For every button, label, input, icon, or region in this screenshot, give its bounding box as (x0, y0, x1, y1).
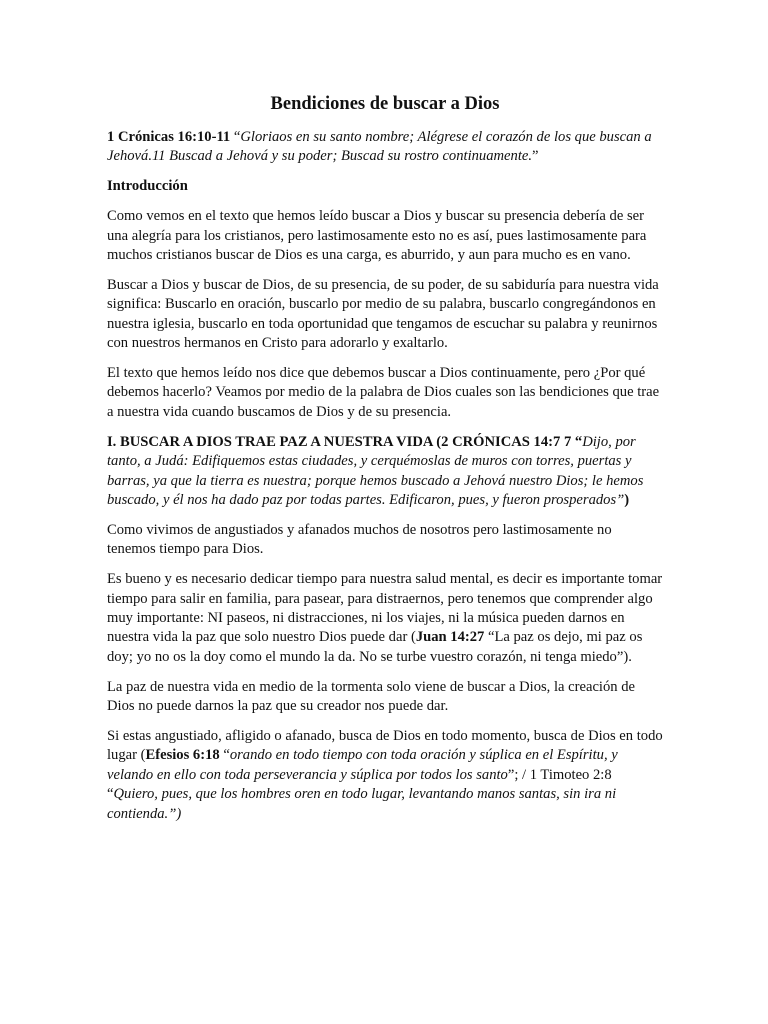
italic-text: ”) (168, 805, 182, 822)
text-run: Es bueno y es necesario dedicar tiempo para nuestra salud mental, es decir es importante tomar tiempo para salir en familia, para pasear, para distraernos, pero tenemos que comprender algo muy importante: NI paseos, ni distracciones, ni los viajes, ni la música pueden darnos en nuestra vida la paz que solo nuestro Dios puede dar ( (107, 571, 663, 646)
paragraph (107, 128, 663, 167)
text-run: “La paz os dejo, mi paz os doy; yo no os la doy como el mundo la da. No se turbe vuestro corazón, ni tenga miedo”). (107, 629, 643, 665)
paragraph (107, 570, 663, 667)
paragraph (107, 276, 663, 354)
italic-text: Dijo, por tanto, a Judá: Edifiquemos estas ciudades, y cerquémoslas de muros con torres, puertas y barras, ya que la tierra es nuestra; porque hemos buscado a Jehová nuestro Dios; le hemos buscado, y él nos ha dado paz por todas partes. Edificaron, pues, y fueron prosperados” (107, 433, 644, 508)
paragraph-container (107, 128, 663, 824)
document-body (107, 92, 663, 835)
paragraph (107, 678, 663, 717)
text-run: ” (532, 148, 539, 165)
bold-text: 1 Crónicas 16:10-11 (107, 129, 231, 145)
paragraph (107, 207, 663, 265)
text-run: Buscar a Dios y buscar de Dios, de su presencia, de su poder, de su sabiduría para nuestra vida significa: Buscarlo en oración, buscarlo por medio de su palabra, buscarlo congregándonos en nuestra iglesia, buscarlo en toda oportunidad que tengamos de escuchar su palabra y reunirnos con nuestros hermanos en Cristo para adorarlo y exaltarlo. (107, 276, 659, 352)
text-run: “ (230, 129, 241, 145)
document-title: Bendiciones de buscar a Dios (270, 94, 500, 114)
text-run: La paz de nuestra vida en medio de la tormenta solo viene de buscar a Dios, la creación de Dios no puede darnos la paz que su creador nos puede dar. (107, 678, 635, 715)
paragraph (107, 521, 663, 560)
text-run: “ (219, 747, 230, 764)
bold-text: Introducción (107, 178, 188, 195)
text-run: El texto que hemos leído nos dice que debemos buscar a Dios continuamente, pero ¿Por qué debemos hacerlo? Veamos por medio de la palabra de Dios cuales son las bendiciones que trae a nuestra vida cuando buscamos de Dios y de su presencia. (107, 365, 660, 420)
bold-text: Efesios 6:18 (145, 747, 220, 764)
paragraph (107, 433, 663, 511)
bold-text: I. BUSCAR A DIOS TRAE PAZ A NUESTRA VIDA (2 CRÓNICAS 14:7 7 “ (107, 433, 583, 450)
text-run: Como vivimos de angustiados y afanados muchos de nosotros pero lastimosamente no tenemos tiempo para Dios. (107, 521, 612, 558)
bold-text: Juan 14:27 (415, 629, 485, 646)
text-run: Como vemos en el texto que hemos leído buscar a Dios y buscar su presencia debería de ser una alegría para los cristianos, pero lastimosamente esto no es así, pues lastimosamente para muchos cristianos buscar de Dios es una carga, es aburrido, y aun para mucho es en vano. (107, 208, 647, 264)
paragraph (107, 364, 663, 422)
italic-text: Gloriaos en su santo nombre; Alégrese el corazón de los que buscan a Jehová.11 Buscad a Jehová y su poder; Buscad su rostro continuamente. (107, 129, 652, 165)
italic-text: orando en todo tiempo con toda oración y súplica en el Espíritu, y velando en ello con toda perseverancia y súplica por todos los santo (107, 747, 618, 783)
text-run: ”; / 1 Timoteo 2:8 “ (107, 766, 612, 803)
paragraph (107, 177, 663, 196)
paragraph (107, 727, 663, 824)
italic-text: Quiero, pues, que los hombres oren en todo lugar, levantando manos santas, sin ira ni contienda. (107, 786, 617, 822)
bold-text: ) (624, 492, 630, 508)
text-run: Si estas angustiado, afligido o afanado, busca de Dios en todo momento, busca de Dios en todo lugar ( (107, 728, 663, 764)
